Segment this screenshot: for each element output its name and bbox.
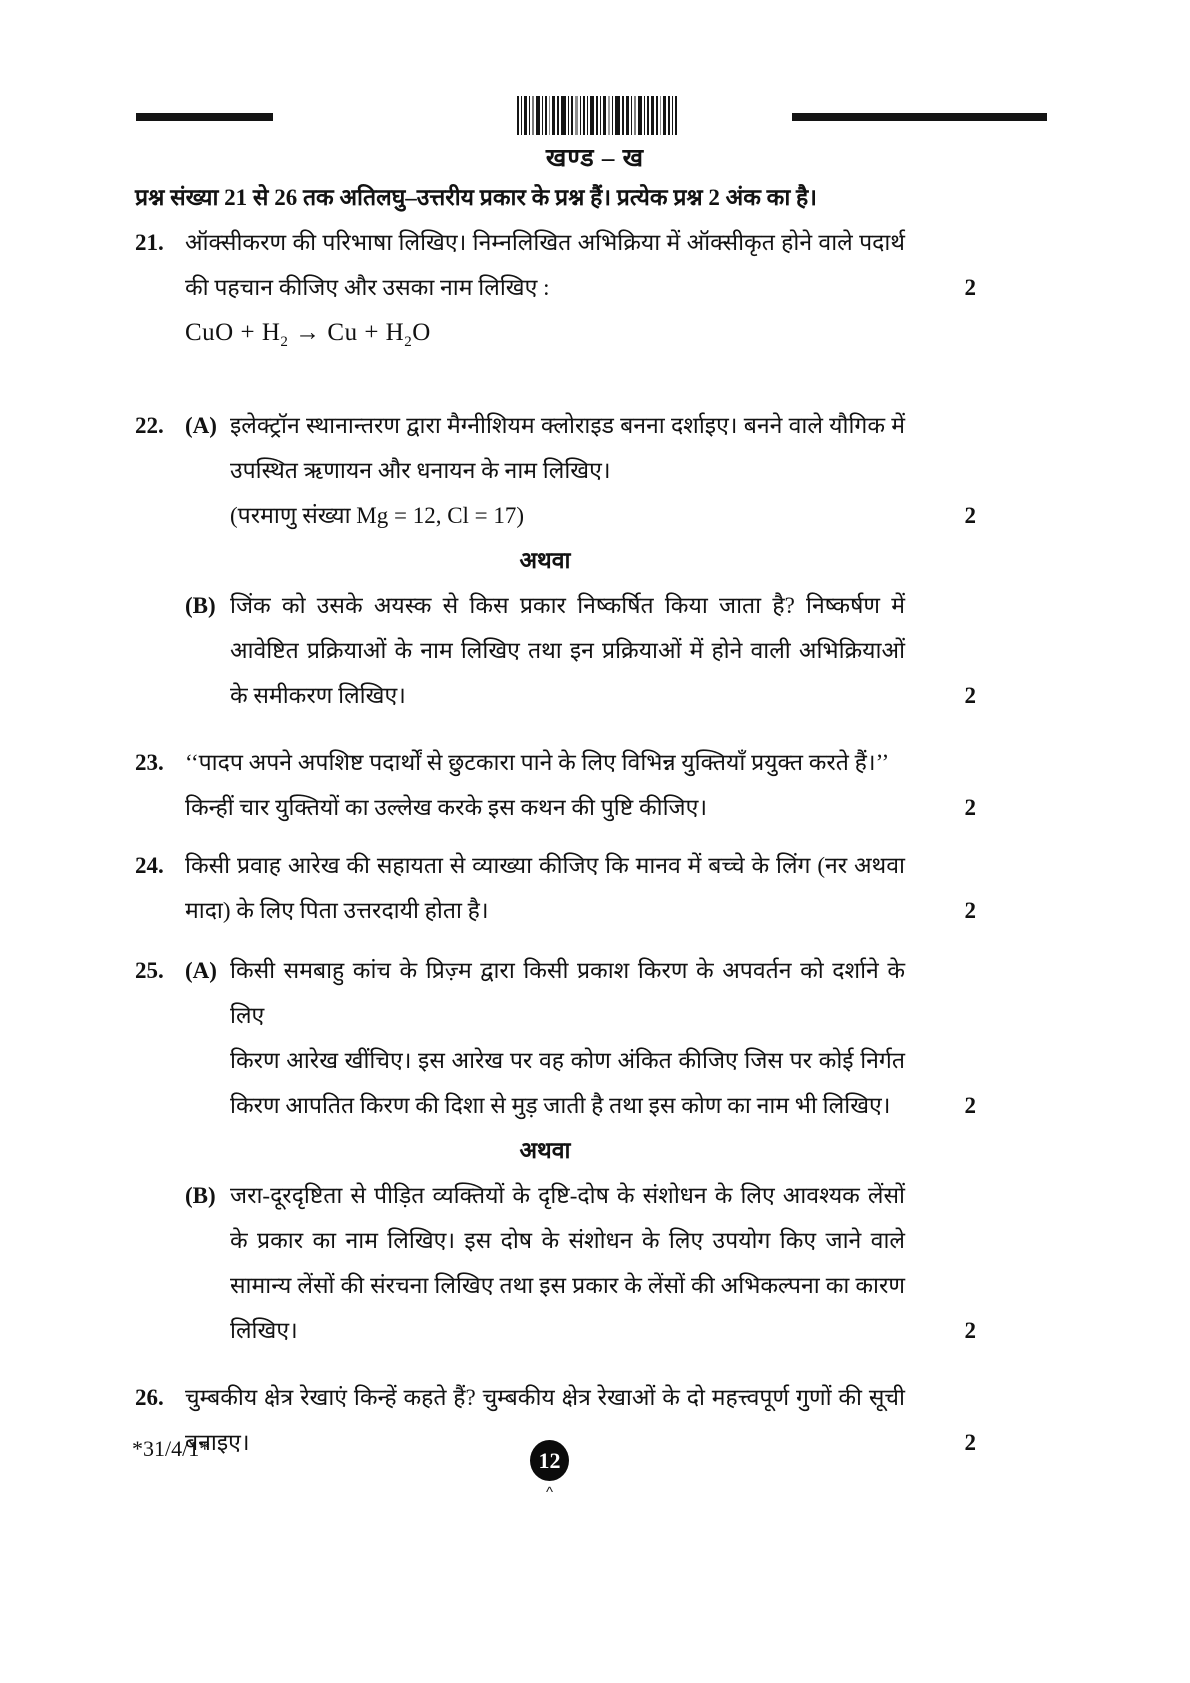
question-22 (135, 403, 980, 448)
marks-value: 2 (964, 683, 976, 708)
question-number: 22. (135, 413, 164, 438)
question-24 (135, 843, 980, 888)
question-number: 25. (135, 958, 164, 983)
equation-part: CuO + H (185, 319, 281, 346)
marks-value: 2 (964, 1093, 976, 1118)
question-text-line: किसी प्रवाह आरेख की सहायता से व्याख्या कीजिए कि मानव में बच्चे के लिंग (नर अथवा (185, 853, 905, 878)
question-text-line: जिंक को उसके अयस्क से किस प्रकार निष्कर्षित किया जाता है? निष्कर्षण में (230, 593, 905, 618)
question-text-line: किरण आपतित किरण की दिशा से मुड़ जाती है तथा इस कोण का नाम भी लिखिए। (230, 1093, 891, 1118)
question-text-line: सामान्य लेंसों की संरचना लिखिए तथा इस प्रकार के लेंसों की अभिकल्पना का कारण (230, 1273, 905, 1298)
question-text-line: ऑक्सीकरण की परिभाषा लिखिए। निम्नलिखित अभिक्रिया में ऑक्सीकृत होने वाले पदार्थ (185, 230, 905, 255)
question-21 (135, 220, 980, 265)
paper-code: *31/4/1* (132, 1436, 211, 1461)
part-label-a: (A) (185, 413, 217, 438)
or-separator: अथवा (519, 548, 571, 573)
marks-value: 2 (964, 1318, 976, 1343)
question-text-line: उपस्थित ऋणायन और धनायन के नाम लिखिए। (230, 458, 611, 483)
chemical-equation (185, 310, 905, 365)
question-text-line: चुम्बकीय क्षेत्र रेखाएं किन्हें कहते हैं? चुम्बकीय क्षेत्र रेखाओं के दो महत्त्वपूर्ण गुणों की सूची (185, 1385, 905, 1410)
question-number: 26. (135, 1385, 164, 1410)
question-text-line: ‘‘पादप अपने अपशिष्ट पदार्थों से छुटकारा पाने के लिए विभिन्न युक्तियाँ प्रयुक्त करते हैं।’’ (185, 750, 890, 775)
question-text-line: (परमाणु संख्या Mg = 12, Cl = 17) (230, 503, 525, 528)
marks-value: 2 (964, 898, 976, 923)
section-title: खण्ड – ख (545, 145, 645, 172)
question-25 (135, 948, 980, 1038)
question-23 (135, 740, 980, 785)
question-26 (135, 1375, 980, 1420)
question-text-line: किन्हीं चार युक्तियों का उल्लेख करके इस कथन की पुष्टि कीजिए। (185, 795, 708, 820)
question-number: 24. (135, 853, 164, 878)
question-number: 21. (135, 230, 164, 255)
or-separator: अथवा (519, 1138, 571, 1163)
question-text-line: आवेष्टित प्रक्रियाओं के नाम लिखिए तथा इन प्रक्रियाओं में होने वाली अभिक्रियाओं (230, 638, 905, 663)
equation-part: → Cu + H (288, 319, 405, 346)
question-number: 23. (135, 750, 164, 775)
marks-value: 2 (964, 503, 976, 528)
marks-value: 2 (964, 795, 976, 820)
marks-value: 2 (964, 1430, 976, 1455)
question-text-line: बनाइए। (185, 1430, 250, 1455)
question-text-line: किरण आरेख खींचिए। इस आरेख पर वह कोण अंकित कीजिए जिस पर कोई निर्गत (230, 1048, 905, 1073)
part-label-b: (B) (185, 593, 216, 618)
question-text-line: के समीकरण लिखिए। (230, 683, 406, 708)
question-text-line: लिखिए। (230, 1318, 298, 1343)
equation-subscript: 2 (280, 334, 289, 350)
question-text-line: के प्रकार का नाम लिखिए। इस दोष के संशोधन के लिए उपयोग किए जाने वाले (230, 1228, 905, 1253)
question-text-line: जरा-दूरदृष्टिता से पीड़ित व्यक्तियों के दृष्टि-दोष के संशोधन के लिए आवश्यक लेंसों (230, 1183, 905, 1208)
part-label-a: (A) (185, 958, 217, 983)
question-text-line: की पहचान कीजिए और उसका नाम लिखिए : (185, 275, 550, 300)
question-text-line: मादा) के लिए पिता उत्तरदायी होता है। (185, 898, 489, 923)
part-label-b: (B) (185, 1183, 216, 1208)
questions-area (135, 220, 980, 1465)
page-number-badge: 12 (530, 1440, 569, 1481)
equation-subscript: 2 (404, 334, 413, 350)
page-caret-mark: ^ (545, 1484, 554, 1501)
barcode (517, 96, 677, 135)
question-text-line: किसी समबाहु कांच के प्रिज़्म द्वारा किसी प्रकाश किरण के अपवर्तन को दर्शाने के लिए (230, 958, 905, 1028)
equation-part: O (412, 319, 431, 346)
section-instruction: प्रश्न संख्या 21 से 26 तक अतिलघु–उत्तरीय प्रकार के प्रश्न हैं। प्रत्येक प्रश्न 2 अंक का है। (135, 185, 817, 210)
marks-value: 2 (964, 275, 976, 300)
question-text-line: इलेक्ट्रॉन स्थानान्तरण द्वारा मैग्नीशियम क्लोराइड बनना दर्शाइए। बनने वाले यौगिक में (230, 413, 905, 438)
header-rule-left (136, 113, 273, 121)
header-rule-right (792, 113, 1047, 121)
